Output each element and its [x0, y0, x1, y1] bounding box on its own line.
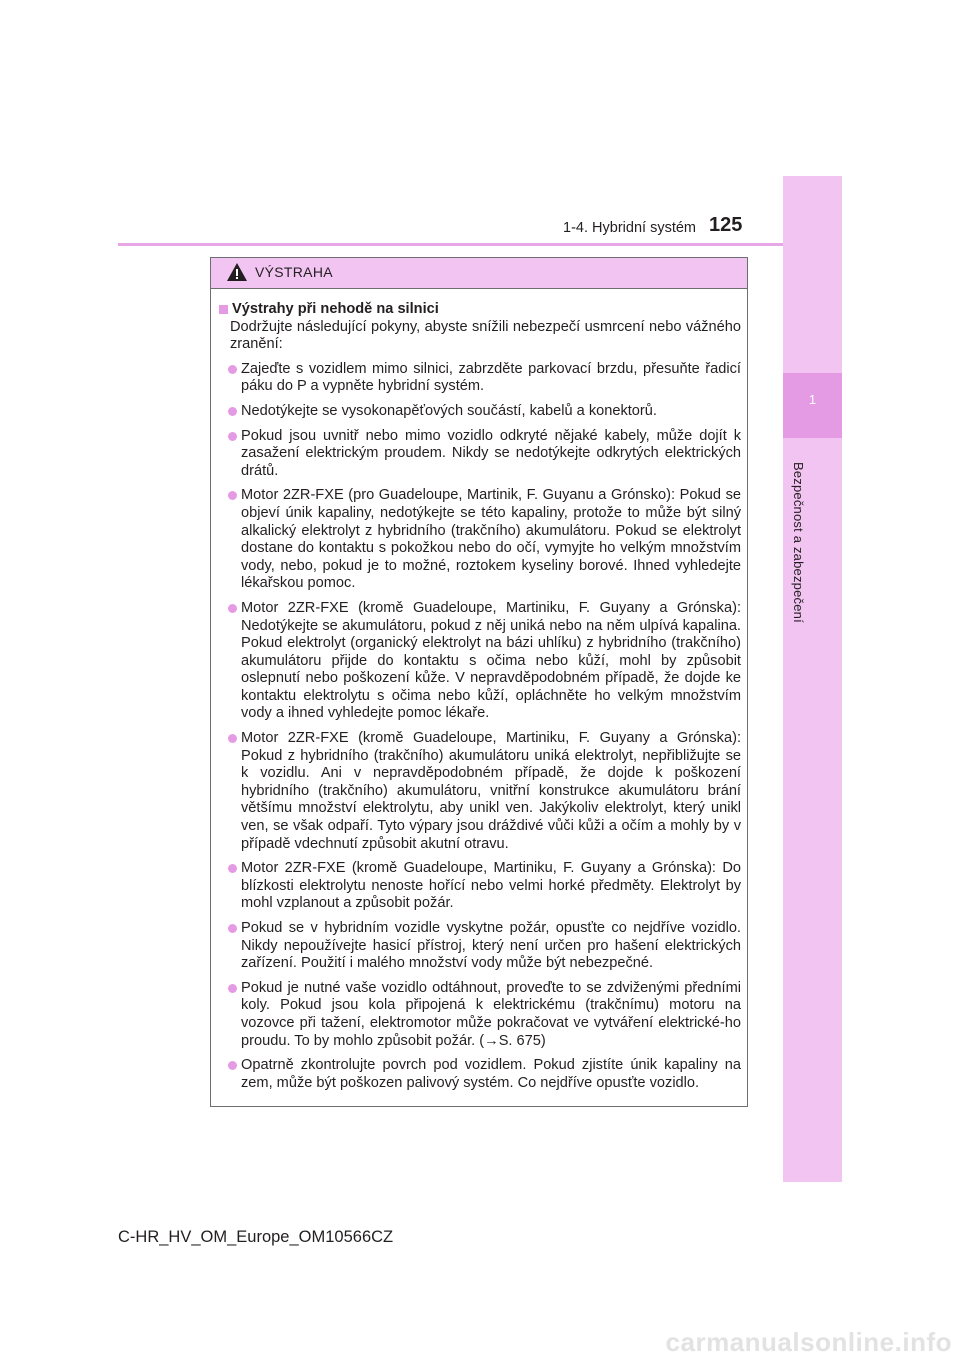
- chapter-side-tab: [783, 176, 842, 1182]
- warning-list-item: [219, 428, 741, 481]
- warning-list-item: [219, 860, 741, 913]
- warning-list-item-text: Zajeďte s vozidlem mimo silnici, zabrzděte parkovací brzdu, přesuňte řadicí páku do P a vypněte hybridní systém.: [241, 360, 741, 395]
- round-bullet-icon: [228, 432, 237, 441]
- warning-list-item-text: Opatrně zkontrolujte povrch pod vozidlem. Pokud zjistíte únik kapaliny na zem, může být poškozen palivový systém. Co nejdříve opusťte vozidlo.: [241, 1057, 741, 1091]
- warning-list-item-text: Motor 2ZR-FXE (kromě Guadeloupe, Martiniku, F. Guyany a Grónska): Do blízkosti elektrolytu nenoste hořící nebo velmi horké předměty. Elektrolyt by mohl vzplanout a způsobit požár.: [241, 860, 741, 912]
- warning-list-item-text: Pokud je nutné vaše vozidlo odtáhnout, proveďte to se zdviženými předními koly. Pokud jsou kola připojená k elektrickému (trakčnímu) motoru na vozovce při tažení, elektromotor může pokračovat ve vytváření elektrické-ho proudu. To by mohlo způsobit požár. (→S. 675): [241, 979, 741, 1049]
- warning-list-item-text: Pokud se v hybridním vozidle vyskytne požár, opusťte co nejdříve vozidlo. Nikdy nepoužívejte hasicí přístroj, který není určen pro hašení elektrických zařízení. Použití i malého množství vody může být nebezpečné.: [241, 920, 741, 972]
- warning-list-item: [219, 730, 741, 853]
- warning-intro: Dodržujte následující pokyny, abyste snížili nebezpečí usmrcení nebo vážného zranění:: [230, 318, 741, 353]
- warning-list-item-text: Motor 2ZR-FXE (pro Guadeloupe, Martinik, F. Guyanu a Grónsko): Pokud se objeví únik kapaliny, nedotýkejte se této kapaliny, protože to může být silný alkalický elektrolyt z hybridního (trakčního) akumulátoru. Pokud se elektrolyt dostane do kontaktu s pokožkou nebo do očí, vymyjte ho velkým množstvím vody, nebo, pokud je to možné, roztokem kyseliny borové. Ihned vyhledejte lékařskou pomoc.: [241, 487, 741, 592]
- round-bullet-icon: [228, 407, 237, 416]
- round-bullet-icon: [228, 1061, 237, 1070]
- watermark: carmanualsonline.info: [665, 1327, 952, 1357]
- warning-list-item-text: Motor 2ZR-FXE (kromě Guadeloupe, Martiniku, F. Guyany a Grónska): Pokud z hybridního (trakčního) akumulátoru uniká elektrolyt, nepřibližujte se k vozidlu. Ani v nepravděpodobném případě, že dojde k poškození hybridního (trakčního) akumulátoru, vnitřní konstrukce akumulátoru brání většímu množství elektrolytu, aby unikl ven. Jakýkoliv elektrolyt, který unikl ven, se však odpaří. Tyto výpary jsou dráždivé vůči kůži a očím a mohly by v případě vdechnutí způsobit akutní otravu.: [241, 730, 741, 852]
- warning-list-item: [219, 1057, 741, 1092]
- warning-list-item: [219, 920, 741, 973]
- square-bullet-icon: [219, 305, 228, 314]
- warning-list-item: [219, 980, 741, 1050]
- warning-header: [211, 258, 747, 289]
- warning-list-item: [219, 487, 741, 593]
- warning-list-item: [219, 361, 741, 396]
- chapter-number: 1: [808, 392, 817, 407]
- warning-box: [210, 257, 748, 1107]
- page-number: 125: [709, 214, 743, 236]
- warning-list-item-text: Pokud jsou uvnitř nebo mimo vozidlo odkryté nějaké kabely, může dojít k zasažení elektrickým proudem. Nikdy se nedotýkejte odkrytých elektrických drátů.: [241, 427, 741, 479]
- warning-triangle-icon: [226, 262, 248, 287]
- round-bullet-icon: [228, 604, 237, 613]
- warning-list-item-text: Nedotýkejte se vysokonapěťových součástí, kabelů a konektorů.: [241, 402, 657, 419]
- warning-title: VÝSTRAHA: [255, 264, 333, 280]
- header-rule: [118, 243, 783, 246]
- warning-list-item: [219, 600, 741, 723]
- warning-subheading: [219, 301, 741, 319]
- warning-body: [211, 289, 747, 1092]
- warning-subheading-text: Výstrahy při nehodě na silnici: [232, 301, 439, 317]
- warning-list-item-text: Motor 2ZR-FXE (kromě Guadeloupe, Martiniku, F. Guyany a Grónska): Nedotýkejte se akumulátoru, pokud z něj uniká nebo na něm ulpívá kapalina. Pokud elektrolyt (organický elektrolyt na bázi uhlíku) z hybridního (trakčního) akumulátoru přijde do kontaktu s očima nebo kůží, mohl by způsobit oslepnutí nebo poškození kůže. V nepravděpodobném případě, že dojde ke kontaktu elektrolytu s očima nebo kůží, opláchněte ho velkým množstvím vody a ihned vyhledejte pomoc lékaře.: [241, 599, 741, 722]
- section-title: 1-4. Hybridní systém: [563, 220, 696, 236]
- warning-list: [219, 361, 741, 1093]
- document-code: C-HR_HV_OM_Europe_OM10566CZ: [118, 1228, 394, 1246]
- warning-list-item: [219, 403, 741, 421]
- round-bullet-icon: [228, 984, 237, 993]
- chapter-title: Bezpečnost a zabezpečení: [791, 462, 806, 623]
- round-bullet-icon: [228, 365, 237, 374]
- round-bullet-icon: [228, 864, 237, 873]
- round-bullet-icon: [228, 734, 237, 743]
- round-bullet-icon: [228, 924, 237, 933]
- round-bullet-icon: [228, 491, 237, 500]
